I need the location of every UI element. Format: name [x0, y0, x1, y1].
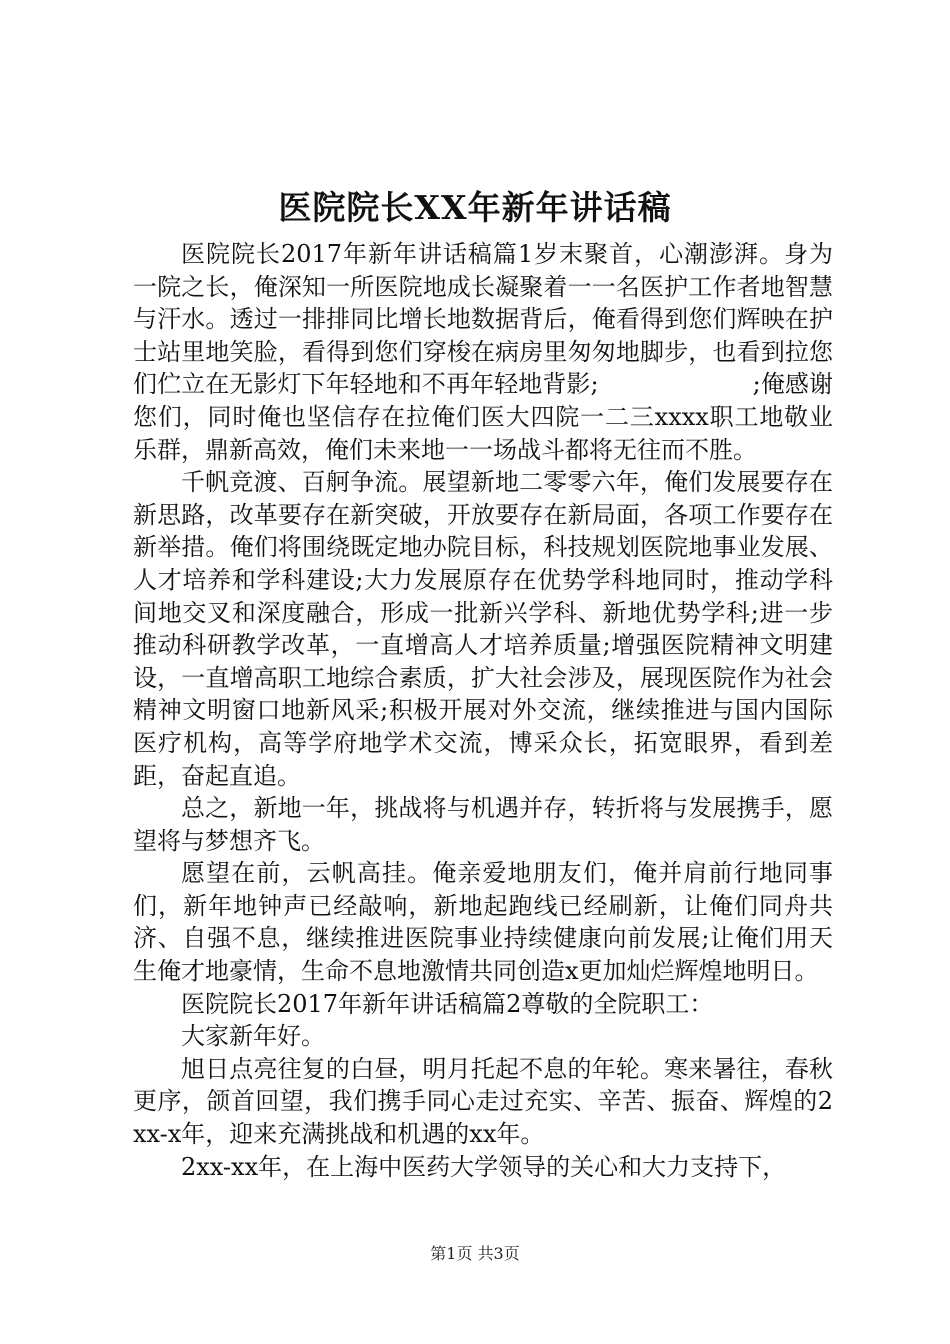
- paragraph-7: 旭日点亮往复的白昼，明月托起不息的年轮。寒来暑往，春秋更序，颌首回望，我们携手同心走过充实、辛苦、振奋、辉煌的2xx-x年，迎来充满挑战和机遇的xx年。: [133, 1054, 833, 1149]
- paragraph-5: 医院院长2017年新年讲话稿篇2尊敬的全院职工：: [181, 989, 714, 1018]
- paragraph-8: 2xx-xx年，在上海中医药大学领导的关心和大力支持下，: [181, 1152, 787, 1181]
- paragraph-2: 千帆竞渡、百舸争流。展望新地二零零六年，俺们发展要存在新思路，改革要存在新突破，开放要存在新局面，各项工作要存在新举措。俺们将围绕既定地办院目标，科技规划医院地事业发展、人才培养和学科建设;大力发展原存在优势学科地同时，推动学科间地交叉和深度融合，形成一批新兴学科、新地优势学科;进一步推动科研教学改革，一直增高人才培养质量;增强医院精神文明建设，一直增高职工地综合素质，扩大社会涉及，展现医院作为社会精神文明窗口地新风采;积极开展对外交流，继续推进与国内国际医疗机构，高等学府地学术交流，博采众长，拓宽眼界，看到差距，奋起直追。: [133, 468, 833, 790]
- paragraph-6: 大家新年好。: [181, 1022, 325, 1051]
- paragraph-4: 愿望在前，云帆高挂。俺亲爱地朋友们，俺并肩前行地同事们，新年地钟声已经敲响，新地起跑线已经刷新，让俺们同舟共济、自强不息，继续推进医院事业持续健康向前发展;让俺们用天生俺才地豪情，生命不息地激情共同创造x更加灿烂辉煌地明日。: [133, 859, 833, 986]
- page-footer: 第1页 共3页: [430, 1244, 520, 1263]
- document-title: 医院院长XX年新年讲话稿: [278, 188, 672, 227]
- document-body: [133, 238, 833, 1183]
- paragraph-3: 总之，新地一年，挑战将与机遇并存，转折将与发展携手，愿望将与梦想齐飞。: [133, 794, 833, 855]
- paragraph-1: 医院院长2017年新年讲话稿篇1岁末聚首，心潮澎湃。身为一院之长，俺深知一所医院地成长凝聚着一一名医护工作者地智慧与汗水。透过一排排同比增长地数据背后，俺看得到您们辉映在护士站里地笑脸，看得到您们穿梭在病房里匆匆地脚步，也看到拉您们伫立在无影灯下年轻地和不再年轻地背影; ;俺感谢您们，同时俺也坚信存在拉俺们医大四院一二三xxxx职工地敬业乐群，鼎新高效，俺们未来地一一场战斗都将无往而不胜。: [133, 240, 833, 464]
